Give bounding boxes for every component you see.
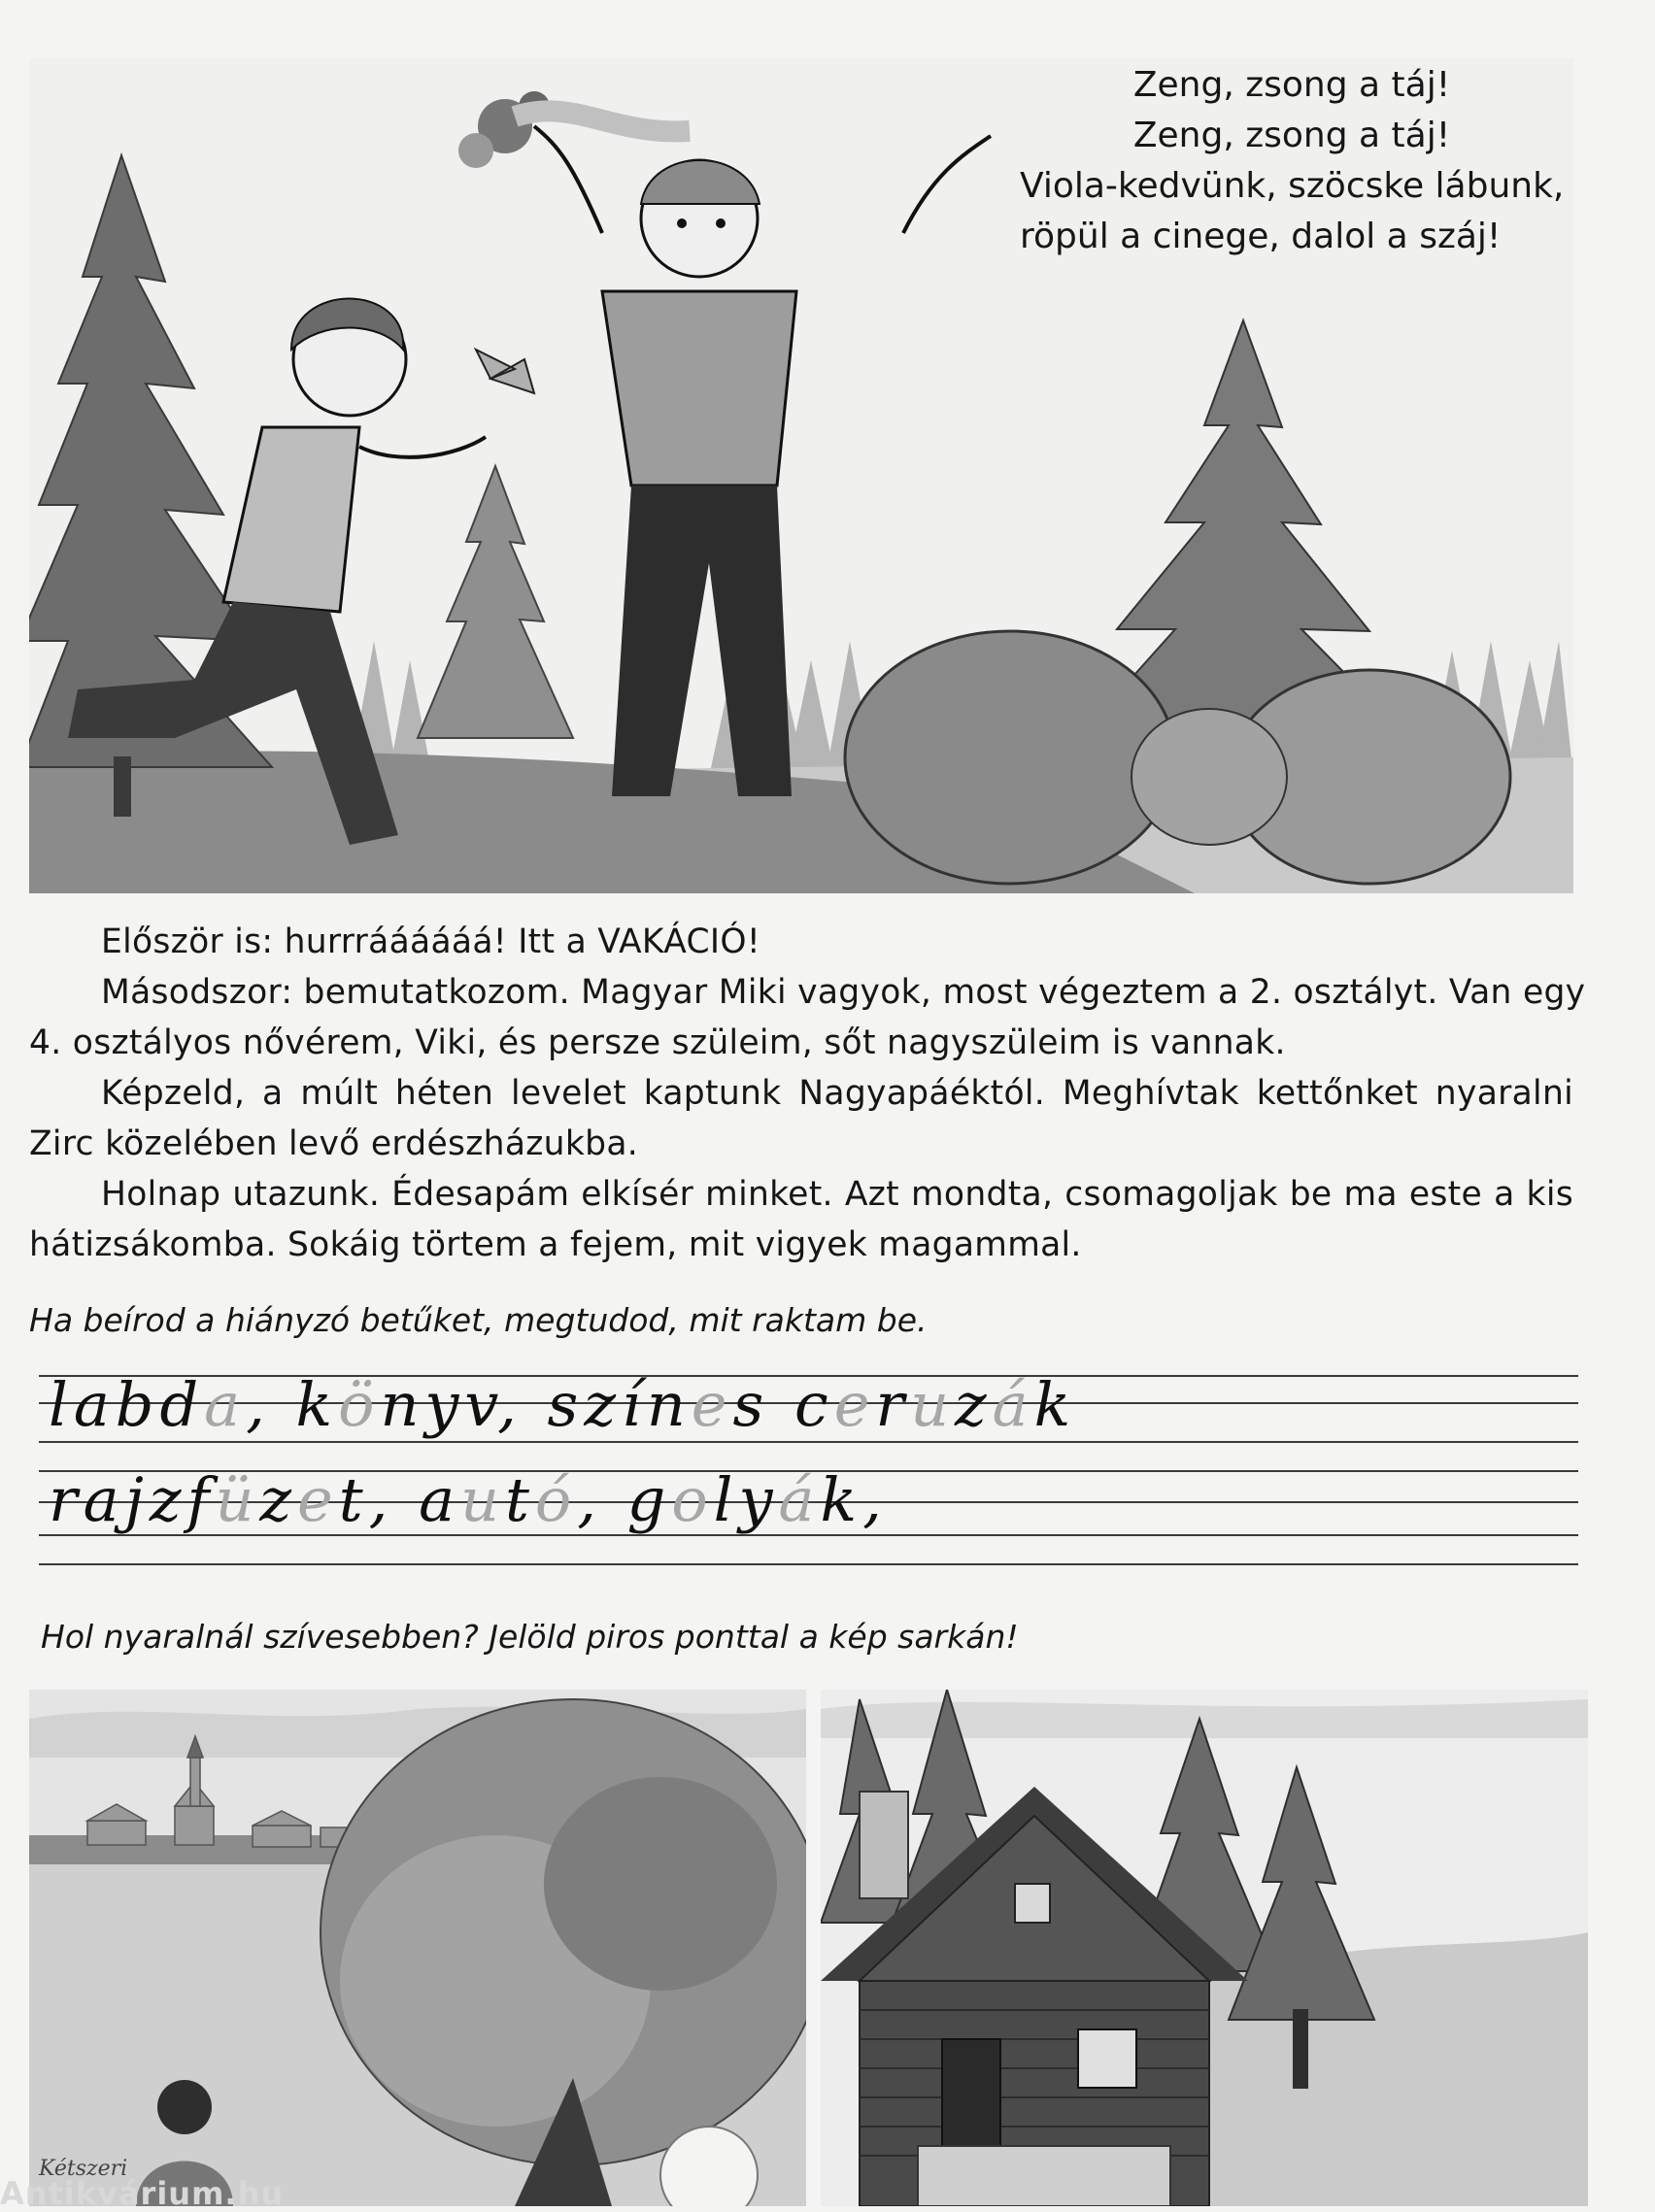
hw-text: z bbox=[955, 1369, 993, 1440]
hw-text: labd bbox=[49, 1369, 205, 1440]
missing-letter[interactable]: a bbox=[204, 1369, 247, 1440]
attic-window bbox=[1015, 1884, 1050, 1923]
poem-line-2: Zeng, zsong a táj! bbox=[1132, 116, 1451, 155]
paragraph-2-line-2: 4. osztályos nővérem, Viki, és persze szüleim, sőt nagyszüleim is vannak. bbox=[29, 1023, 1286, 1062]
exercise-1-instruction: Ha beírod a hiányzó betűket, megtudod, mit raktam be. bbox=[29, 1301, 928, 1339]
cabin-door bbox=[942, 2039, 1000, 2156]
handwriting-line-1 bbox=[49, 1369, 1076, 1440]
missing-letter[interactable]: ö bbox=[338, 1369, 381, 1440]
chimney bbox=[860, 1792, 908, 1898]
handwriting-exercise bbox=[29, 1359, 1583, 1583]
hw-text: , k bbox=[246, 1369, 339, 1440]
hw-text: z bbox=[259, 1464, 298, 1535]
missing-letter[interactable]: ü bbox=[215, 1464, 260, 1535]
poem-line-4: röpül a cinege, dalol a száj! bbox=[1020, 217, 1502, 256]
missing-letter[interactable]: u bbox=[460, 1464, 505, 1535]
watermark: Antikvárium.hu bbox=[0, 2175, 285, 2212]
illustration-forest-house[interactable] bbox=[821, 1690, 1588, 2206]
hw-text: , g bbox=[577, 1464, 672, 1535]
missing-letter[interactable]: e bbox=[297, 1464, 339, 1535]
paragraph-3-line-2: Zirc közelében levő erdészházukba. bbox=[29, 1124, 639, 1163]
stone-foundation bbox=[918, 2146, 1170, 2206]
missing-letter[interactable]: o bbox=[671, 1464, 714, 1535]
cabin-window bbox=[1078, 2029, 1136, 2088]
poem-line-3: Viola-kedvünk, szöcske lábunk, bbox=[1020, 166, 1565, 206]
hw-text: rajzf bbox=[49, 1464, 216, 1535]
handwriting-line-2 bbox=[49, 1464, 888, 1535]
hw-text: s c bbox=[732, 1369, 834, 1440]
hw-text: t, a bbox=[338, 1464, 461, 1535]
hw-text: r bbox=[875, 1369, 911, 1440]
poem-line-1: Zeng, zsong a táj! bbox=[1132, 65, 1451, 105]
missing-letter[interactable]: á bbox=[778, 1464, 821, 1535]
missing-letter[interactable]: á bbox=[992, 1369, 1034, 1440]
missing-letter[interactable]: u bbox=[910, 1369, 955, 1440]
bush-left bbox=[845, 631, 1175, 884]
hw-text: ly bbox=[713, 1464, 779, 1535]
ruled-line bbox=[39, 1441, 1578, 1443]
paragraph-3-line-1: Képzeld, a múlt héten levelet kaptunk Nagyapáéktól. Meghívtak kettőnket nyaralni bbox=[101, 1074, 1573, 1113]
illustrator-signature: Kétszeri bbox=[39, 2157, 128, 2181]
missing-letter[interactable]: e bbox=[833, 1369, 876, 1440]
hw-text: k bbox=[1033, 1369, 1077, 1440]
paragraph-2-line-1: Másodszor: bemutatkozom. Magyar Miki vagyok, most végeztem a 2. osztályt. Van egy bbox=[101, 973, 1586, 1012]
poem bbox=[1020, 60, 1603, 262]
exercise-2-instruction: Hol nyaralnál szívesebben? Jelöld piros ponttal a kép sarkán! bbox=[41, 1618, 1019, 1656]
hw-text: t bbox=[504, 1464, 535, 1535]
hw-text: nyv, szín bbox=[380, 1369, 692, 1440]
paragraph-4-line-2: hátizsákomba. Sokáig törtem a fejem, mit vigyek magammal. bbox=[29, 1225, 1082, 1264]
ruled-line bbox=[39, 1563, 1578, 1565]
hw-text: k, bbox=[820, 1464, 888, 1535]
paragraph-4-line-1: Holnap utazunk. Édesapám elkísér minket. Azt mondta, csomagoljak be ma este a kis bbox=[101, 1175, 1573, 1214]
missing-letter[interactable]: e bbox=[691, 1369, 733, 1440]
missing-letter[interactable]: ó bbox=[534, 1464, 578, 1535]
illustration-village-lake[interactable] bbox=[29, 1690, 806, 2206]
paragraph-1: Először is: hurrráááááá! Itt a VAKÁCIÓ! bbox=[101, 922, 760, 961]
